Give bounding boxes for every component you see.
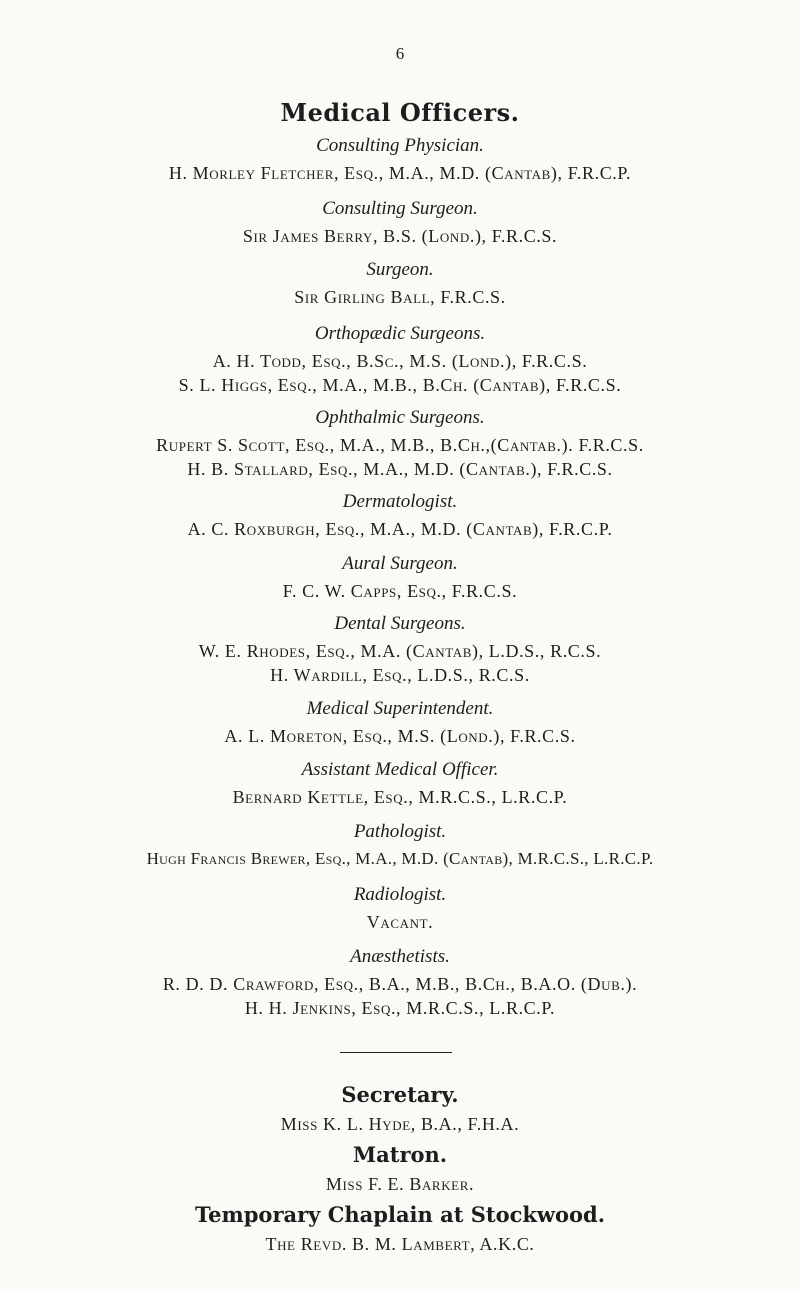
officer-section: [0, 820, 800, 871]
staff-heading: Temporary Chaplain at Stockwood.: [194, 1202, 606, 1227]
officer-section: [0, 258, 800, 309]
officer-name: H. H. Jenkins, Esq., M.R.C.S., L.R.C.P.: [244, 998, 556, 1018]
officer-section: [0, 406, 800, 481]
staff-heading: Matron.: [352, 1142, 448, 1167]
officer-name: H. Wardill, Esq., L.D.S., R.C.S.: [270, 665, 530, 685]
role-title: Anæsthetists.: [350, 946, 450, 967]
role-title: Dermatologist.: [342, 491, 458, 512]
officer-name: Bernard Kettle, Esq., M.R.C.S., L.R.C.P.: [232, 787, 568, 807]
officer-name: R. D. D. Crawford, Esq., B.A., M.B., B.Ch., B.A.O. (Dub.).: [162, 974, 638, 994]
staff-section: [0, 1082, 800, 1136]
staff-section: [0, 1202, 800, 1256]
officer-section: [0, 322, 800, 397]
officer-name: S. L. Higgs, Esq., M.A., M.B., B.Ch. (Cantab), F.R.C.S.: [178, 375, 622, 395]
officer-section: [0, 197, 800, 248]
role-title: Orthopædic Surgeons.: [314, 323, 486, 344]
officer-name: A. H. Todd, Esq., B.Sc., M.S. (Lond.), F.R.C.S.: [212, 351, 588, 371]
officer-section: [0, 612, 800, 687]
staff-section: [0, 1142, 800, 1196]
staff-name: The Revd. B. M. Lambert, A.K.C.: [265, 1234, 535, 1254]
role-title: Dental Surgeons.: [334, 613, 466, 634]
officer-section: [0, 134, 800, 185]
section-divider: [340, 1052, 452, 1053]
officer-section: [0, 490, 800, 541]
staff-name: Miss K. L. Hyde, B.A., F.H.A.: [280, 1114, 520, 1134]
officer-section: [0, 883, 800, 934]
staff-name: Miss F. E. Barker.: [325, 1174, 475, 1194]
page-title: Medical Officers.: [280, 98, 520, 127]
officer-section: [0, 945, 800, 1020]
officer-name: F. C. W. Capps, Esq., F.R.C.S.: [282, 581, 518, 601]
role-title: Aural Surgeon.: [342, 553, 458, 574]
role-title: Medical Superintendent.: [306, 698, 494, 719]
officer-name: A. L. Moreton, Esq., M.S. (Lond.), F.R.C.S.: [224, 726, 576, 746]
role-title: Radiologist.: [353, 884, 447, 905]
page-number: 6: [395, 44, 405, 63]
officer-name: Hugh Francis Brewer, Esq., M.A., M.D. (Cantab), M.R.C.S., L.R.C.P.: [146, 849, 654, 868]
role-title: Assistant Medical Officer.: [301, 759, 499, 780]
officer-name: Rupert S. Scott, Esq., M.A., M.B., B.Ch.,(Cantab.). F.R.C.S.: [156, 435, 644, 455]
role-title: Consulting Physician.: [316, 135, 484, 156]
officer-name: Sir James Berry, B.S. (Lond.), F.R.C.S.: [242, 226, 558, 246]
officer-name: H. Morley Fletcher, Esq., M.A., M.D. (Cantab), F.R.C.P.: [168, 163, 632, 183]
officer-name: W. E. Rhodes, Esq., M.A. (Cantab), L.D.S., R.C.S.: [198, 641, 602, 661]
staff-heading: Secretary.: [341, 1082, 459, 1107]
role-title: Ophthalmic Surgeons.: [315, 407, 485, 428]
officer-section: [0, 758, 800, 809]
officer-section: [0, 552, 800, 603]
officer-name: A. C. Roxburgh, Esq., M.A., M.D. (Cantab), F.R.C.P.: [187, 519, 613, 539]
officer-section: [0, 697, 800, 748]
role-title: Consulting Surgeon.: [322, 198, 478, 219]
officer-name: Vacant.: [366, 912, 434, 932]
officer-name: Sir Girling Ball, F.R.C.S.: [294, 287, 506, 307]
role-title: Surgeon.: [366, 259, 434, 280]
officer-name: H. B. Stallard, Esq., M.A., M.D. (Cantab.), F.R.C.S.: [187, 459, 613, 479]
role-title: Pathologist.: [353, 821, 447, 842]
